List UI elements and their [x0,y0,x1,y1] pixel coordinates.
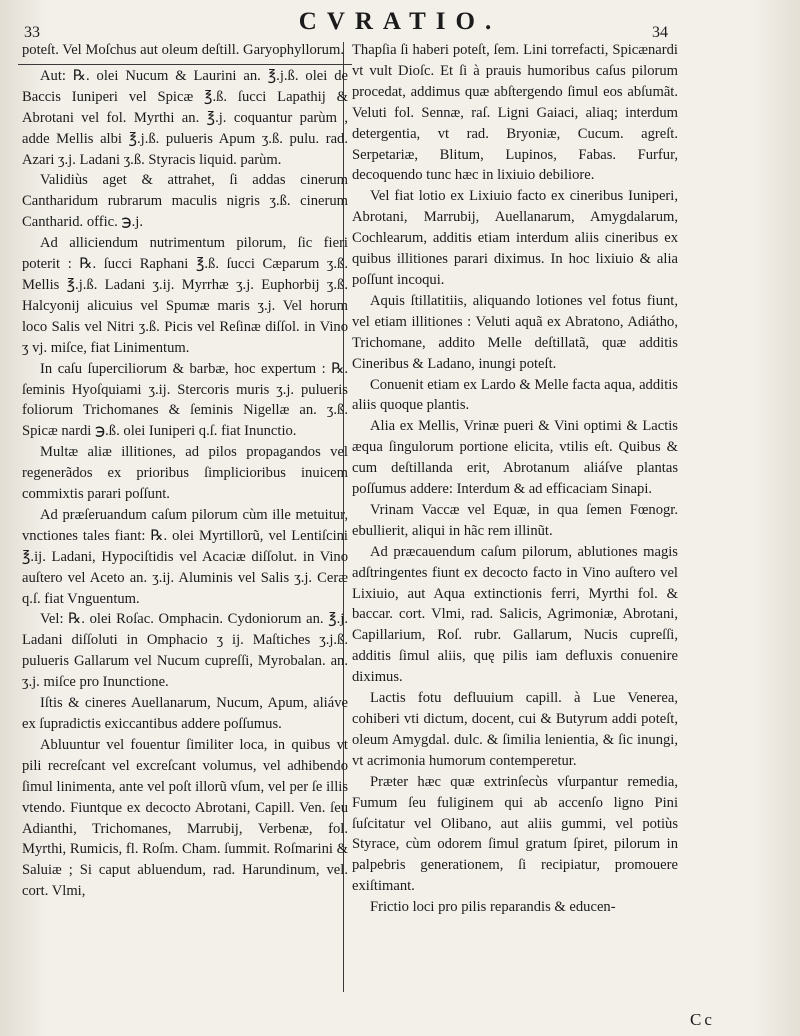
paragraph: Præter hæc quæ extrinſecùs vſurpantur remedia, Fumum ſeu fuliginem qui ab accenſo ligno Pini ſuſcitatur vel Olibano, aut aliis gummi, vel potiùs Styrace, cùm odorem ſimul gratum ſpiret, pilorum in palpebris generationem, ſi recipiatur, promouere exiſtimant. [352,773,678,895]
paragraph: Aquis ſtillatitiis, aliquando lotiones vel fotus fiunt, vel etiam illitiones : Veluti aquã ex Abratono, Adiátho, Trichomane, addito Melle deſtillatã, quæ additis Cineribus & Ladano, inungi poteſt. [352,292,678,372]
left-column [22,40,348,902]
paragraph: Lactis fotu defluuium capill. à Lue Venerea, cohiberi vti dictum, docent, cui & Butyrum addi poteſt, oleum Amygdal. dulc. & ſimilia lenientia, & ſic inungi, vt acrimonia humorum contemperetur. [352,690,678,769]
running-head: CVRATIO. [298,8,502,35]
page-number-left: 33 [24,24,40,41]
paragraph: Ad præcauendum caſum pilorum, ablutiones magis adſtringentes fiunt ex decocto facto in Vino auſtero vel Lixiuio, aut Aqua extinctionis ferri, Myrthi fol. & baccar. cort. Vlmi, rad. Salicis, Agrimoniæ, Abrotani, Capillarium, Roſ. rubr. Gallarum, Nucis cupreſſi, additis ſimul aliis, quę pilis iam defluxis conuenire diximus. [352,543,678,686]
paragraph: Aut: ℞. olei Nucum & Laurini an. ℥.j.ß. olei de Baccis Iuniperi vel Spicæ ℥.ß. ſucci Lapathij & Abrotani vel fol. Myrthi an. ℥.j. coquantur parùm , adde Mellis albi ℥.j.ß. pulueris Apum ʒ.ß. pulu. rad. Azari ʒ.j. Ladani ʒ.ß. Styracis liquid. parùm. [22,67,348,168]
paragraph: Ad alliciendum nutrimentum pilorum, ſic fieri poterit : ℞. ſucci Raphani ℥.ß. ſucci Cæparum ʒ.ß. Mellis ℥.j.ß. Ladani ʒ.ij. Myrrhæ ʒ.j. Euphorbij ʒ.ß. Halcyonij alicuius vel Spumæ maris ʒ.j. Vel horum loco Salis vel Nitri ʒ.ß. Picis vel Reſinæ diſſol. in Vino ʒ vj. miſce, fiat Linimentum. [22,235,348,356]
paragraph: poteſt. Vel Moſchus aut oleum deſtill. Garyophyllorum. [22,42,344,58]
paragraph: Vel: ℞. olei Roſac. Omphacin. Cydoniorum an. ℥.j. Ladani diſſoluti in Omphacio ʒ ij. Maſtiches ʒ.j.ß. pulueris Gallarum vel Nucum cupreſſi, Myrobalan. an. ʒ.j. miſce pro Inunctione. [22,611,348,691]
paragraph: Frictio loci pro pilis reparandis & educen- [370,899,616,916]
paragraph: Alia ex Mellis, Vrinæ pueri & Vini optimi & Lactis æqua ſingulorum portione elicita, vtilis eſt. Quibus & cum deſtillanda erit, Abrotanum aliáſve plantas poſſumus addere: Interdum & ad efficaciam Sinapi. [352,418,678,498]
separator-rule [18,64,352,65]
paragraph: Multæ aliæ illitiones, ad pilos propagandos vel regenerãdos ex prioribus ſimplicioribus inuicem commixtis parari poſſunt. [22,444,348,503]
paragraph: In caſu ſuperciliorum & barbæ, hoc expertum : ℞. ſeminis Hyoſquiami ʒ.ij. Stercoris muris ʒ.j. pulueris foliorum Trichomanes & ſeminis Nigellæ an. ʒ.ß. Spicæ nardi ℈.ß. olei Iuniperi q.ſ. fiat Inunctio. [22,360,348,440]
paragraph: Thapſia ſi haberi poteſt, ſem. Lini torrefacti, Spicænardi vt vult Dioſc. Et ſi à prauis humoribus caſus pilorum procedat, addimus quæ abſtergendo ſimul eos abſumãt. Veluti fol. Sennæ, raſ. Ligni Gaiaci, aliaq; interdum detergentia, vt rad. Bryoniæ, Cucum. agreſt. Serpetariæ, Blitum, Lupinos, Fabas. Furfur, decoquendo tunc hæc in lixiuio debiliore. [352,42,678,184]
paragraph: Vrinam Vaccæ vel Equæ, in qua ſemen Fœnogr. ebullierit, aliqui in hãc rem illinũt. [352,501,678,539]
paragraph: Conuenit etiam ex Lardo & Melle facta aqua, additis aliis quoque plantis. [352,376,678,414]
right-column [352,40,678,918]
paragraph: Ad præſeruandum caſum pilorum cùm ille metuitur, vnctiones tales fiant: ℞. olei Myrtillorũ, vel Lentiſcini ℥.ij. Ladani, Hypociſtidis vel Acaciæ diſſolut. in Vino auſtero vel Aceto an. ʒ.ij. Aluminis vel Salis ʒ.j. Ceræ q.ſ. fiat Vnguentum. [22,506,348,607]
paragraph: Iſtis & cineres Auellanarum, Nucum, Apum, aliáve ex ſupradictis exiccantibus addere poſſumus. [22,695,348,732]
paragraph: Validiùs aget & attrahet, ſi addas cinerum Cantharidum rubrarum maculis nigris ʒ.ß. cinerum Cantharid. offic. ℈.j. [22,172,348,231]
signature-mark: Cc [690,1010,715,1029]
paragraph: Abluuntur vel fouentur ſimiliter loca, in quibus vt pili recreſcant vel excreſcant volumus, vel adhibendo ſimul linimenta, ante vel poſt illorũ vſum, vel per ſe illis vtendo. Fiuntque ex decocto Abrotani, Capill. Ven. ſeu Adianthi, Trichomanes, Marrubij, Verbenæ, fol. Myrthi, Rumicis, fl. Roſm. Cham. ſummit. Roſmarini & Saluiæ ; Si caput abluendum, rad. Harundinum, vel. cort. Vlmi, [22,736,348,900]
page-number-right: 34 [652,24,668,41]
paragraph: Vel fiat lotio ex Lixiuio facto ex cineribus Iuniperi, Abrotani, Marrubij, Auellanarum, Amygdalarum, Cochlearum, additis etiam interdum aliis cineribus ex quibus illitiones parari diximus. In hoc lixiuio & alia poſſunt incoqui. [352,188,678,288]
